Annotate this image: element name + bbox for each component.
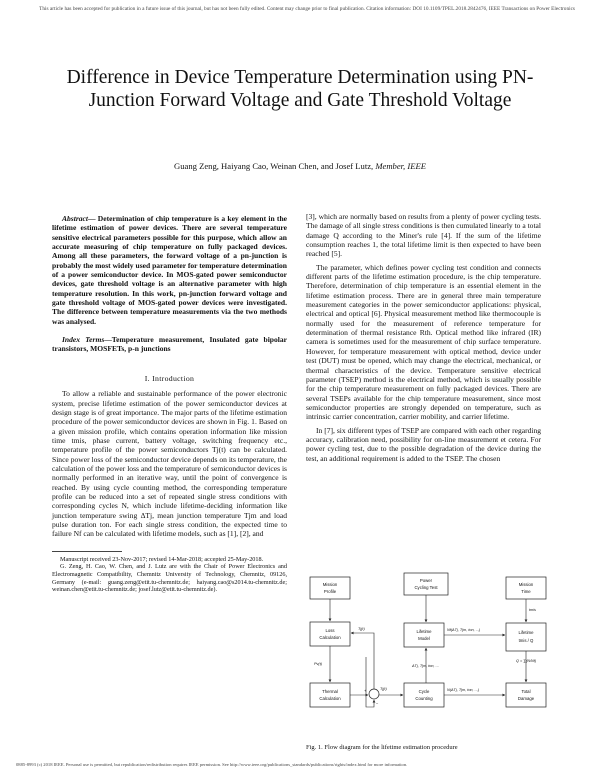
label-thermal-2: Calculation	[319, 696, 341, 701]
label-thermal-1: Thermal	[322, 689, 338, 694]
author-membership: Member, IEEE	[375, 161, 426, 171]
index-terms-lead: Index Terms	[62, 335, 105, 345]
paper-title: Difference in Device Temperature Determination using PN-Junction Forward Voltage and Gate Threshold Voltage	[66, 67, 534, 111]
label-q: Q = ∑(N/Nf)	[516, 659, 537, 663]
label-cycle-2: Counting	[415, 696, 433, 701]
label-lifetime-model-1: Lifetime	[416, 629, 432, 634]
label-lifetime-2: tmis / Q	[518, 638, 534, 643]
box-cycle-counting	[404, 683, 444, 707]
box-mission-time	[506, 577, 546, 599]
label-tj: Tj(t)	[358, 627, 365, 631]
label-total-1: Total	[521, 689, 531, 694]
label-mission-profile-1: Mission	[322, 582, 338, 587]
box-lifetime-model	[404, 623, 444, 647]
author-names: Guang Zeng, Haiyang Cao, Weinan Chen, and Josef Lutz,	[174, 161, 374, 171]
label-lifetime-model-2: Model	[418, 636, 430, 641]
abstract	[52, 214, 287, 326]
box-total-damage	[506, 683, 546, 707]
label-plus: +	[364, 688, 367, 693]
abstract-text: — Determination of chip temperature is a key element in the lifetime estimation of power devices. There are several temperature sensitive electrical parameters possible for this purpose, which allow an accurate measuring of chip temperature on fully packaged devices. Among all these parameters, the forward voltage of a pn-junction is probably the most widely used parameter for temperature determination of a power semiconductor device. In MOS-gated power semiconductor devices, gate threshold voltage is an alternative parameter with high temperature resolution. In this work, pn-junction forward voltage and gate threshold voltage of MOS-gated power devices were investigated. The difference between temperature measurements via the two methods was analysed.	[52, 214, 287, 326]
label-nf: Nf(ΔTj, Tjm, ton, ...)	[447, 628, 481, 632]
label-loss-1: Loss	[325, 628, 335, 633]
label-tjt: Tj(t)	[380, 687, 387, 691]
label-mission-time-1: Mission	[518, 582, 534, 587]
figure-caption: Fig. 1. Flow diagram for the lifetime estimation procedure	[306, 744, 458, 751]
label-loss-2: Calculation	[319, 635, 341, 640]
label-mission-profile-2: Profile	[323, 589, 337, 594]
footnote-manuscript: Manuscript received 23-Nov-2017; revised 14-Mar-2018; accepted 25-May-2018.	[60, 555, 264, 563]
label-power-cycling-2: Cycling Test	[414, 585, 438, 590]
label-minus: −	[376, 701, 379, 706]
box-loss-calculation	[310, 622, 350, 646]
label-cycle-1: Cycle	[418, 689, 430, 694]
box-thermal-calculation	[310, 683, 350, 707]
label-dtj: ΔTj, Tjm, ton, ...	[412, 664, 439, 668]
label-lifetime-1: Lifetime	[518, 630, 534, 635]
label-pv: Pv(t)	[314, 662, 323, 666]
box-lifetime	[506, 623, 546, 651]
intro-paragraph: To allow a reliable and sustainable performance of the power electronic system, precise lifetime estimation of the power semiconductor devices at design stage is of great importance. The major parts of the lifetime estimation procedure of the power semiconductor devices are shown in Fig. 1. Based on a given mission profile, which contains operation information like mission time tmis, phase current, battery voltage, switching frequency etc., temperature profile of the power semiconductors Tj(t) can be calculated. Since power loss of the semiconductor device depends on its temperature, the calculation of the power loss and the temperature of semiconductor devices is normally performed in an iterative way, until the point of convergence is reached. By using cycle counting method, the corresponding temperature profile can be reduced into a set of repeated single stress conditions with corresponding cycles N, which include lifetime-deciding information like junction temperature swing ΔTj, mean junction temperature Tjm and load pulse duration ton. For each single stress condition, the expected time to failure Nf can be calculated with lifetime models, such as [1], [2], and	[52, 389, 287, 539]
section-heading: I. Introduction	[144, 373, 195, 383]
right-paragraph-3: In [7], six different types of TSEP are compared with each other regarding accuracy, calibration need, possibility for on-line measurement et cetera. For power cycling test, due to the possible degradation of the device during the test, an additional requirement is added to the TSEP. The chosen	[306, 425, 541, 463]
footnote-affiliation: G. Zeng, H. Cao, W. Chen, and J. Lutz are with the Chair of Power Electronics and Electromagnetic Compatibility, Chemnitz University of Technology, Chemnitz, 09126, Germany (e-mail: guang.zeng@etit.tu-chemnitz.de; haiyang.cao@s2014.tu-chemnitz.de; weinan.chen@etit.tu-chemnitz.de; josef.lutz@etit.tu-chemnitz.de).	[52, 563, 287, 594]
summing-junction	[369, 689, 379, 699]
box-mission-profile	[310, 577, 350, 599]
box-power-cycling-test	[404, 573, 448, 595]
authors	[60, 161, 540, 171]
right-paragraph-1: [3], which are normally based on results from a plenty of power cycling tests. The damage of all single stress conditions is then cumulated linearly to a total damage Q according to the Miner's rule [4]. If the sum of the lifetime consumption reaches 1, the total lifetime limit is then expected to have been reached [5].	[306, 212, 541, 259]
footnote-divider	[52, 551, 122, 552]
index-terms	[52, 335, 287, 354]
label-tmis: tmis	[529, 608, 536, 612]
label-mission-time-2: Time	[521, 589, 531, 594]
left-column	[52, 214, 287, 594]
right-column	[306, 212, 541, 463]
flow-diagram	[306, 567, 561, 737]
label-n: N(ΔTj, Tjm, ton, ...)	[447, 688, 480, 692]
index-terms-text: —Temperature measurement, Insulated gate bipolar transistors, MOSFETs, p-n junctions	[52, 335, 287, 354]
header-note: This article has been accepted for publication in a future issue of this journal, but has not been fully edited. Content may change prior to final publication. Citation information: DOI 10.1109/TPEL.2018.2842476, IEEE Transactions on Power Electronics	[39, 6, 575, 12]
label-total-2: Damage	[517, 696, 535, 701]
footer-note: 0885-8993 (c) 2018 IEEE. Personal use is permitted, but republication/redistribution requires IEEE permission. See http://www.ieee.org/publications_standards/publications/rights/index.html for more information.	[16, 762, 408, 767]
right-paragraph-2: The parameter, which defines power cycling test condition and connects different parts of the lifetime estimation procedure, is the chip temperature. Therefore, determination of chip temperature is an essential element in the lifetime estimation process. There are in general three main temperature measurement categories in the power semiconductor applications: physical, electrical and optical [6]. Physical measurement method like thermocouple is normally used for the measurement of reference temperature for determination of thermal resistance Rth. Optical method like infrared (IR) camera is sometimes used for the measurement of chip surface temperature. However, for temperature measurement with optical method, device under test (DUT) must be opened, which may change the electrical, mechanical, or thermal characteristics of the device. Temperature sensitive electrical parameter (TSEP) method is the electrical method, which is usually possible for the chip temperature measurement on fully packaged devices. There are several TSEPs available for the chip temperature measurement, since most semiconductor properties are strongly depended on temperature, such as intrinsic carrier concentration, carrier mobility, and carrier lifetime.	[306, 262, 541, 422]
abstract-lead: Abstract	[62, 214, 88, 223]
label-power-cycling-1: Power	[419, 578, 433, 583]
